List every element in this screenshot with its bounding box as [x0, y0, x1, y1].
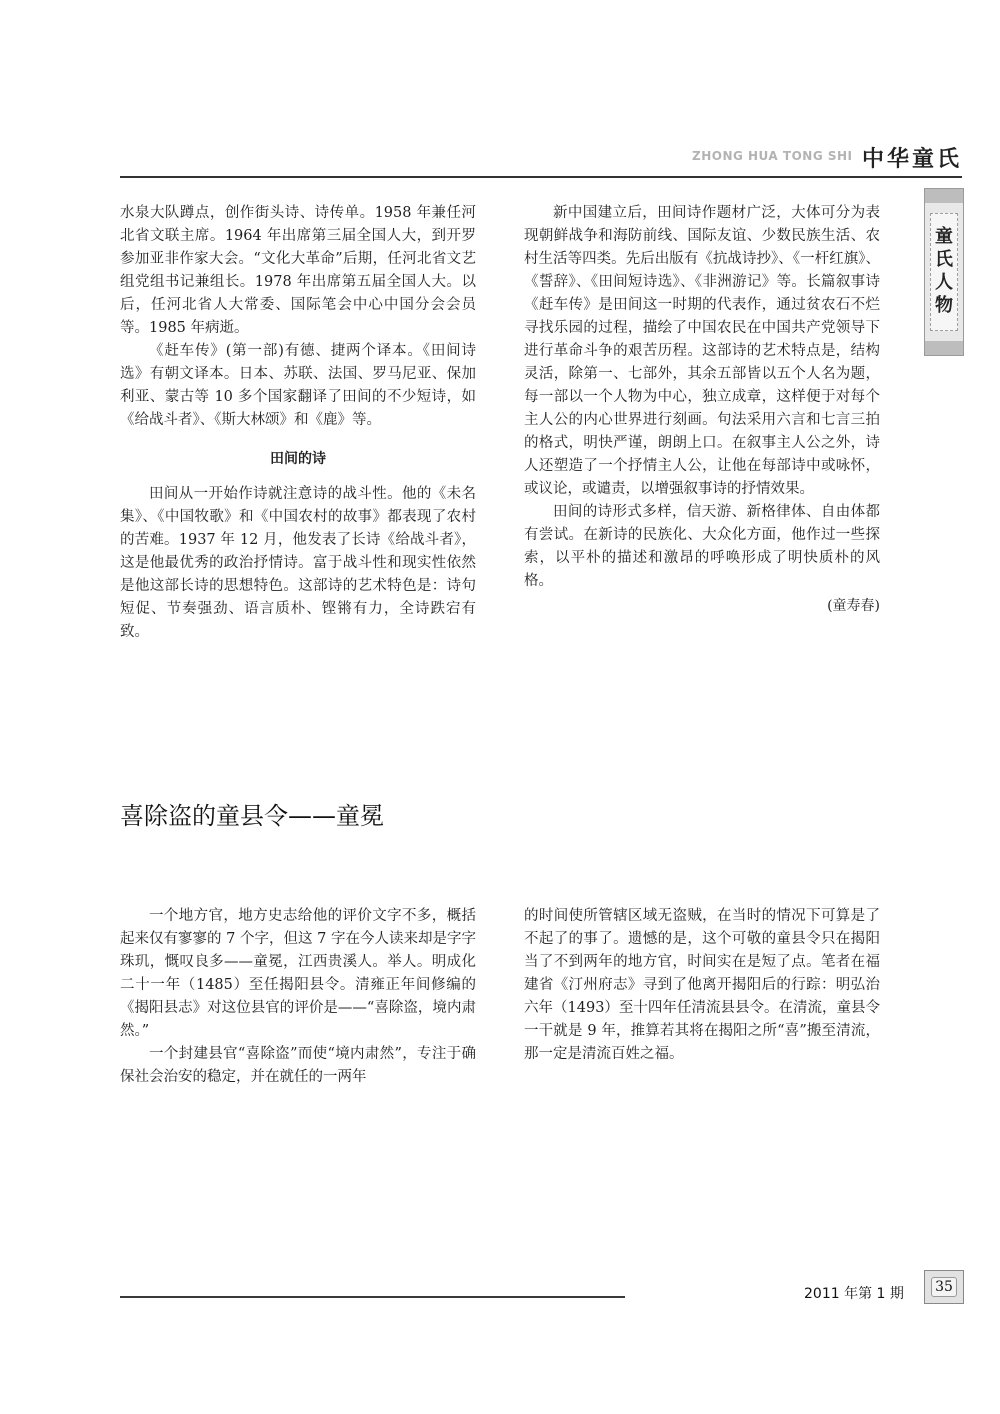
- footer-rule: [120, 1296, 625, 1298]
- header-rule: [120, 176, 962, 178]
- article2-left-column: [120, 905, 476, 1089]
- page-number: 35: [931, 1277, 957, 1297]
- paragraph: 《赶车传》(第一部)有德、捷两个译本。《田间诗选》有朝文译本。日本、苏联、法国、罗马尼亚、保加利亚、蒙古等 10 多个国家翻译了田间的不少短诗，如《给战斗者》、《斯大林颂》和《鹿》等。: [120, 343, 476, 428]
- section-tab-char: 物: [935, 295, 953, 316]
- section-tab-top-band: [925, 189, 963, 203]
- section-tab-char: 人: [935, 272, 953, 293]
- paragraph: 一个地方官，地方史志给他的评价文字不多，概括起来仅有寥寥的 7 个字，但这 7 字在今人读来却是字字珠玑，慨叹良多——童冕，江西贵溪人。举人。明成化二十一年（1485）至任揭阳县令。清雍正年间修编的《揭阳县志》对这位县官的评价是——“喜除盗，境内肃然。”: [120, 908, 476, 1039]
- paragraph: 的时间使所管辖区域无盗贼，在当时的情况下可算是了不起了的事了。遗憾的是，这个可敬的童县令只在揭阳当了不到两年的地方官，时间实在是短了点。笔者在福建省《汀州府志》寻到了他离开揭阳后的行踪：明弘治六年（1493）至十四年任清流县县令。在清流，童县令一干就是 9 年，推算若其将在揭阳之所“喜”搬至清流，那一定是清流百姓之福。: [524, 908, 880, 1062]
- section-tab: [924, 188, 964, 356]
- article-title: 喜除盗的童县令——童冕: [120, 802, 384, 830]
- author-signature: (童寿春): [827, 598, 880, 614]
- section-tab-char: 童: [935, 226, 953, 247]
- paragraph: 田间的诗形式多样，信天游、新格律体、自由体都有尝试。在新诗的民族化、大众化方面，他作过一些探索，以平朴的描述和激昂的呼唤形成了明快质朴的风格。: [524, 504, 880, 589]
- section-tab-bottom-band: [925, 341, 963, 355]
- paragraph: 一个封建县官“喜除盗”而使“境内肃然”，专注于确保社会治安的稳定，并在就任的一两年: [120, 1046, 476, 1085]
- article2-right-column: [524, 905, 880, 1066]
- paragraph: 水泉大队蹲点，创作街头诗、诗传单。1958 年兼任河北省文联主席。1964 年出席第三届全国人大，到开罗参加亚非作家大会。“文化大革命”后期，任河北省文艺组党组书记兼组长。1978 年出席第五届全国人大。以后，任河北省人大常委、国际笔会中心中国分会会员等。1985 年病逝。: [120, 205, 476, 336]
- header-latin-title: ZHONG HUA TONG SHI: [692, 149, 853, 163]
- section-tab-char: 氏: [935, 249, 953, 270]
- issue-label: 2011 年第 1 期: [804, 1286, 904, 1302]
- article1-left-column: [120, 202, 476, 644]
- article1-right-column: [524, 202, 880, 618]
- page-number-box: [924, 1270, 964, 1304]
- header-magazine-title: 中华童氏: [862, 147, 963, 172]
- paragraph: 田间从一开始作诗就注意诗的战斗性。他的《未名集》、《中国牧歌》和《中国农村的故事》都表现了农村的苦难。1937 年 12 月，他发表了长诗《给战斗者》，这是他最优秀的政治抒情诗。富于战斗性和现实性依然是他这部长诗的思想特色。这部诗的艺术特色是：诗句短促、节奏强劲、语言质朴、铿锵有力，全诗跌宕有致。: [120, 486, 476, 640]
- section-tab-label: [925, 225, 963, 317]
- paragraph: 新中国建立后，田间诗作题材广泛，大体可分为表现朝鲜战争和海防前线、国际友谊、少数民族生活、农村生活等四类。先后出版有《抗战诗抄》、《一杆红旗》、《誓辞》、《田间短诗选》、《非洲游记》等。长篇叙事诗《赶车传》是田间这一时期的代表作，通过贫农石不烂寻找乐园的过程，描绘了中国农民在中国共产党领导下进行革命斗争的艰苦历程。这部诗的艺术特点是，结构灵活，除第一、七部外，其余五部皆以五个人名为题，每一部以一个人物为中心，独立成章，这样便于对每个主人公的内心世界进行刻画。句法采用六言和七言三拍的格式，明快严谨，朗朗上口。在叙事主人公之外，诗人还塑造了一个抒情主人公，让他在每部诗中或咏怀，或议论，或谴责，以增强叙事诗的抒情效果。: [524, 205, 880, 497]
- section-subheading: 田间的诗: [270, 451, 326, 467]
